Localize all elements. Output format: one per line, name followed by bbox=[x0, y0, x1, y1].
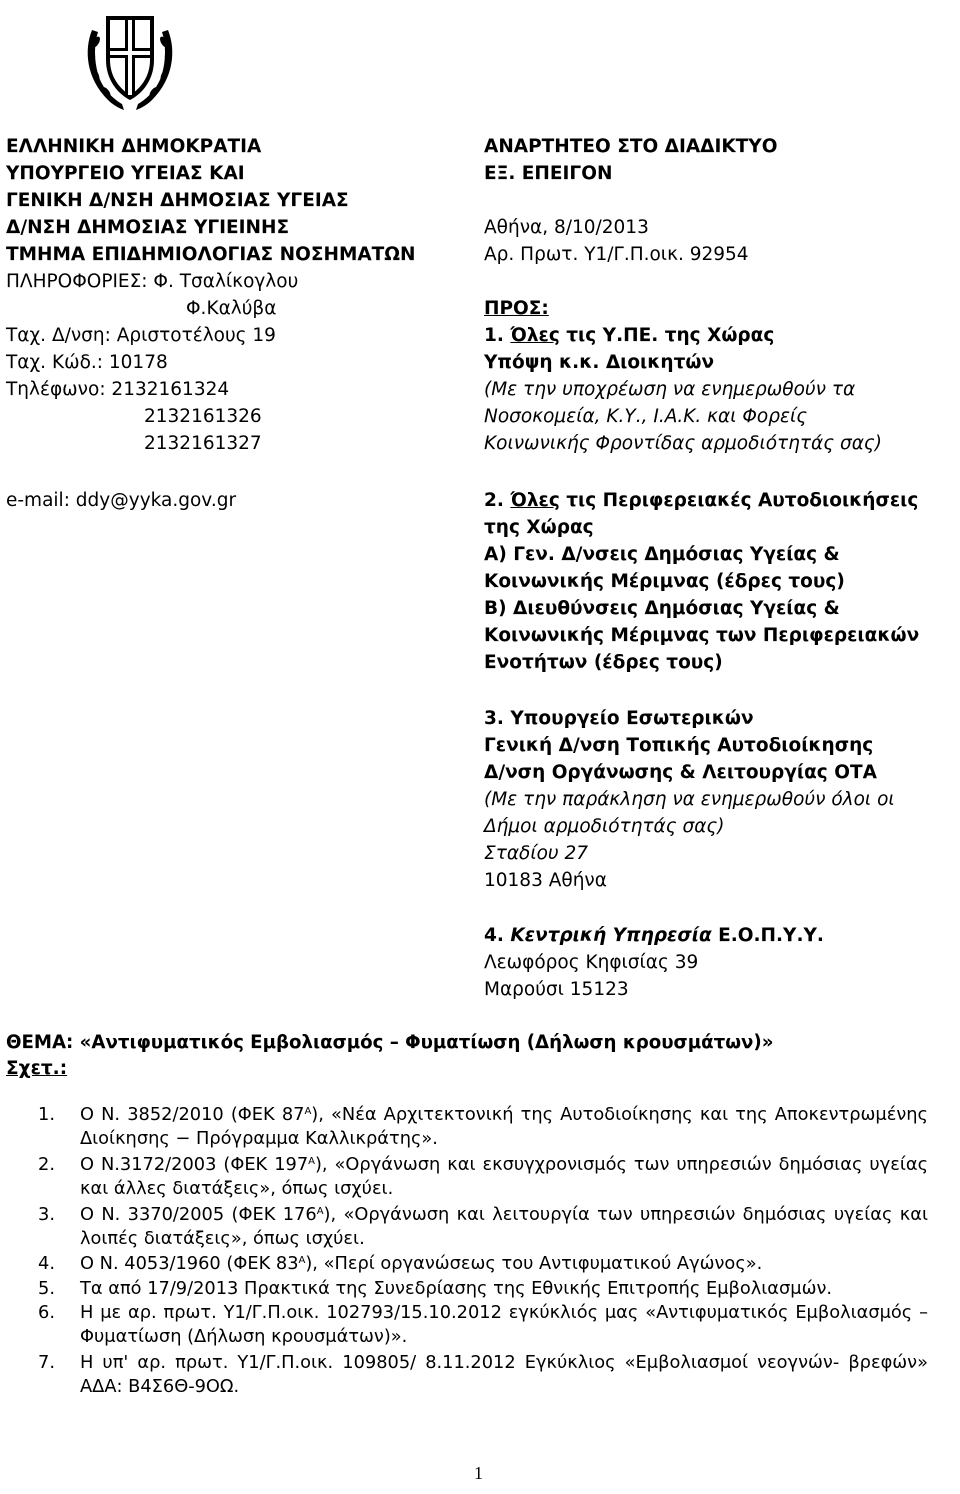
recipient-3-line-2: Γενική Δ/νση Τοπικής Αυτοδιοίκησης bbox=[484, 735, 874, 756]
header-general-directorate: ΓΕΝΙΚΗ Δ/ΝΣΗ ΔΗΜΟΣΙΑΣ ΥΓΕΙΑΣ bbox=[6, 190, 349, 211]
header-address: Ταχ. Δ/νση: Αριστοτέλους 19 bbox=[6, 325, 276, 346]
header-phone: Τηλέφωνο: 2132161324 bbox=[6, 379, 230, 400]
recipient-3-note-2: Δήμοι αρμοδιότητάς σας) bbox=[484, 816, 725, 837]
recipient-2-line-4: Κοινωνικής Μέριμνας (έδρες τους) bbox=[484, 571, 845, 592]
header-email: e-mail: ddy@yyka.gov.gr bbox=[6, 490, 237, 511]
reference-item: Η υπ' αρ. πρωτ. Υ1/Γ.Π.οικ. 109805/ 8.11.2012 Εγκύκλιος «Εμβολιασμοί νεογνών- βρεφών» ΑΔΑ: Β4Σ6Θ-9ΟΩ. bbox=[80, 1352, 928, 1397]
recipient-2-line-7: Ενοτήτων (έδρες τους) bbox=[484, 652, 723, 673]
recipient-3-title: 3. Υπουργείο Εσωτερικών bbox=[484, 708, 754, 729]
header-country: ΕΛΛΗΝΙΚΗ ΔΗΜΟΚΡΑΤΙΑ bbox=[6, 136, 262, 157]
reference-number: 6. bbox=[38, 1302, 55, 1323]
recipient-2-line-3: Α) Γεν. Δ/νσεις Δημόσιας Υγείας & bbox=[484, 544, 840, 565]
protocol-number: Αρ. Πρωτ. Υ1/Γ.Π.οικ. 92954 bbox=[484, 244, 749, 265]
recipient-3-city: 10183 Αθήνα bbox=[484, 870, 607, 891]
page-number: 1 bbox=[474, 1463, 483, 1483]
header-department: ΤΜΗΜΑ ΕΠΙΔΗΜΙΟΛΟΓΙΑΣ ΝΟΣΗΜΑΤΩΝ bbox=[6, 244, 416, 265]
recipient-2-title: 2. Όλες τις Περιφερειακές Αυτοδιοικήσεις bbox=[484, 490, 919, 511]
reference-item: Τα από 17/9/2013 Πρακτικά της Συνεδρίασης της Εθνικής Επιτροπής Εμβολιασμών. bbox=[80, 1278, 833, 1299]
post-online-label: ΑΝΑΡΤΗΤΕΟ ΣΤΟ ΔΙΑΔΙΚΤΥΟ bbox=[484, 136, 778, 157]
reference-number: 1. bbox=[38, 1104, 55, 1125]
header-directorate: Δ/ΝΣΗ ΔΗΜΟΣΙΑΣ ΥΓΙΕΙΝΗΣ bbox=[6, 217, 290, 238]
recipient-1-note-1: (Με την υποχρέωση να ενημερωθούν τα bbox=[484, 379, 856, 400]
greek-emblem bbox=[72, 0, 188, 114]
recipient-1-note-3: Κοινωνικής Φροντίδας αρμοδιότητάς σας) bbox=[484, 433, 882, 454]
reference-number: 4. bbox=[38, 1253, 55, 1274]
reference-item: Ο Ν. 4053/1960 (ΦΕΚ $83^A$), «Περί οργανώσεως του Αντιφυματικού Αγώνος». bbox=[80, 1253, 763, 1274]
reference-number: 5. bbox=[38, 1278, 55, 1299]
recipient-4-city: Μαρούσι 15123 bbox=[484, 979, 629, 1000]
reference-number: 7. bbox=[38, 1352, 55, 1373]
header-ministry: ΥΠΟΥΡΓΕΙΟ ΥΓΕΙΑΣ ΚΑΙ bbox=[6, 163, 245, 184]
reference-number: 3. bbox=[38, 1204, 55, 1225]
reference-item: Ο Ν.3172/2003 (ΦΕΚ $197^A$), «Οργάνωση και εκσυγχρονισμός των υπηρεσιών δημόσιας υγείας και άλλες διατάξεις», όπως ισχύει. bbox=[80, 1154, 928, 1199]
reference-item: Η με αρ. πρωτ. Υ1/Γ.Π.οικ. 102793/15.10.2012 εγκύκλιός μας «Αντιφυματικός Εμβολιασμός – Φυματίωση (Δήλωση κρουσμάτων)». bbox=[80, 1302, 928, 1347]
recipients-label: ΠΡΟΣ: bbox=[484, 298, 549, 319]
reference-item: Ο Ν. 3370/2005 (ΦΕΚ $176^A$), «Οργάνωση και λειτουργία των υπηρεσιών δημόσιας υγείας και λοιπές διατάξεις», όπως ισχύει. bbox=[80, 1204, 928, 1249]
recipient-4-address: Λεωφόρος Κηφισίας 39 bbox=[484, 952, 699, 973]
header-phone-3: 2132161327 bbox=[144, 433, 262, 454]
recipient-1-attention: Υπόψη κ.κ. Διοικητών bbox=[484, 352, 715, 373]
subject-line: ΘΕΜΑ: «Αντιφυματικός Εμβολιασμός – Φυματίωση (Δήλωση κρουσμάτων)» bbox=[6, 1032, 774, 1053]
urgency-label: ΕΞ. ΕΠΕΙΓΟΝ bbox=[484, 163, 613, 184]
recipient-3-note-1: (Με την παράκληση να ενημερωθούν όλοι οι bbox=[484, 789, 895, 810]
header-info-2: Φ.Καλύβα bbox=[186, 298, 277, 319]
header-postal-code: Ταχ. Κώδ.: 10178 bbox=[6, 352, 168, 373]
recipient-3-line-3: Δ/νση Οργάνωσης & Λειτουργίας ΟΤΑ bbox=[484, 762, 877, 783]
header-info: ΠΛΗΡΟΦΟΡΙΕΣ: Φ. Τσαλίκογλου bbox=[6, 271, 299, 292]
recipient-2-line-2: της Χώρας bbox=[484, 517, 594, 538]
recipient-2-line-6: Κοινωνικής Μέριμνας των Περιφερειακών bbox=[484, 625, 920, 646]
document-date: Αθήνα, 8/10/2013 bbox=[484, 217, 649, 238]
related-label: Σχετ.: bbox=[6, 1058, 68, 1079]
recipient-1-note-2: Νοσοκομεία, Κ.Υ., Ι.Α.Κ. και Φορείς bbox=[484, 406, 808, 427]
recipient-1-title: 1. Όλες τις Υ.ΠΕ. της Χώρας bbox=[484, 325, 775, 346]
recipient-2-line-5: Β) Διευθύνσεις Δημόσιας Υγείας & bbox=[484, 598, 840, 619]
reference-number: 2. bbox=[38, 1154, 55, 1175]
recipient-3-address: Σταδίου 27 bbox=[484, 843, 589, 864]
header-phone-2: 2132161326 bbox=[144, 406, 262, 427]
recipient-4-title: 4. Κεντρική Υπηρεσία Ε.Ο.Π.Υ.Υ. bbox=[484, 925, 824, 946]
reference-item: Ο Ν. 3852/2010 (ΦΕΚ $87^A$), «Νέα Αρχιτεκτονική της Αυτοδιοίκησης και της Αποκεντρωμένης Διοίκησης − Πρόγραμμα Καλλικράτης». bbox=[80, 1104, 928, 1149]
